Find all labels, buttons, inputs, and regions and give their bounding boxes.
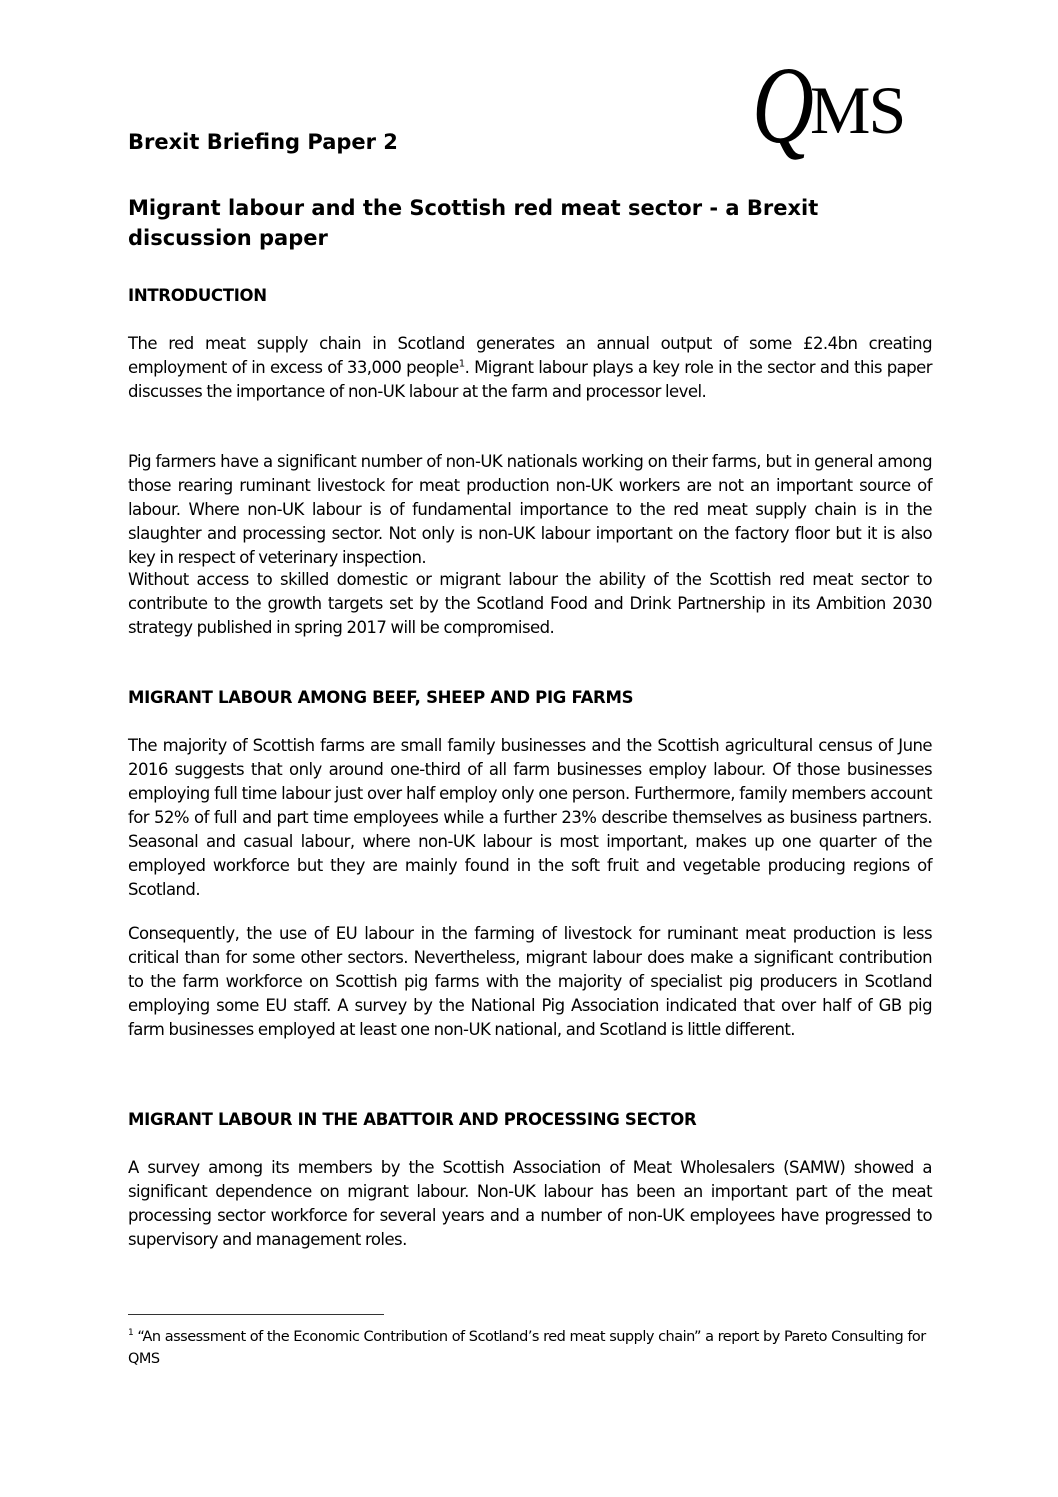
footnote-ref[interactable]: 1 xyxy=(458,358,465,370)
document-subtitle: Migrant labour and the Scottish red meat sector - a Brexit discussion paper xyxy=(128,196,819,250)
footnote-text: “An assessment of the Economic Contribution of Scotland’s red meat supply chain” a report by Pareto Consulting for QMS xyxy=(128,1329,926,1367)
footnote-marker: 1 xyxy=(128,1328,134,1339)
paragraph-text: The red meat supply chain in Scotland generates an annual output of some £2.4bn creating employment of in excess of 33,000 people xyxy=(128,334,932,377)
logo-q: Q xyxy=(752,44,814,166)
document-title: Brexit Briefing Paper 2 xyxy=(128,130,398,154)
paragraph: Without access to skilled domestic or migrant labour the ability of the Scottish red meat sector to contribute to the growth targets set by the Scotland Food and Drink Partnership in its Ambition 2030 strategy published in spring 2017 will be compromised. xyxy=(128,570,932,637)
footnote xyxy=(128,1326,932,1370)
logo-ms: MS xyxy=(810,72,905,148)
paragraph xyxy=(128,332,932,404)
paragraph: A survey among its members by the Scottish Association of Meat Wholesalers (SAMW) showed a significant dependence on migrant labour. Non-UK labour has been an important part of the meat processing sector workforce for several years and a number of non-UK employees have progressed to supervisory and management roles. xyxy=(128,1158,932,1249)
paragraph: The majority of Scottish farms are small family businesses and the Scottish agricultural census of June 2016 suggests that only around one-third of all farm businesses employ labour. Of those businesses employing full time labour just over half employ only one person. Furthermore, family members account for 52% of full and part time employees while a further 23% describe themselves as business partners. Seasonal and casual labour, where non-UK labour is most important, makes up one quarter of the employed workforce but they are mainly found in the soft fruit and vegetable producing regions of Scotland. xyxy=(128,736,932,899)
paragraph: Consequently, the use of EU labour in the farming of livestock for ruminant meat production is less critical than for some other sectors. Nevertheless, migrant labour does make a significant contribution to the farm workforce on Scottish pig farms with the majority of specialist pig producers in Scotland employing some EU staff. A survey by the National Pig Association indicated that over half of GB pig farm businesses employed at least one non-UK national, and Scotland is little different. xyxy=(128,924,932,1039)
section-heading-farms: MIGRANT LABOUR AMONG BEEF, SHEEP AND PIG FARMS xyxy=(128,688,634,707)
footnote-divider xyxy=(128,1314,384,1315)
paragraph: Pig farmers have a significant number of non-UK nationals working on their farms, but in general among those rearing ruminant livestock for meat production non-UK workers are not an important source of labour. Where non-UK labour is of fundamental importance to the red meat supply chain is in the slaughter and processing sector. Not only is non-UK labour important on the factory floor but it is also key in respect of veterinary inspection. xyxy=(128,452,932,567)
paragraph-text: . Migrant labour plays a key role in the sector and this paper discusses the importance of non-UK labour at the farm and processor level. xyxy=(128,358,932,401)
section-heading-abattoir: MIGRANT LABOUR IN THE ABATTOIR AND PROCESSING SECTOR xyxy=(128,1110,697,1129)
qms-logo xyxy=(752,44,942,166)
section-heading-introduction: INTRODUCTION xyxy=(128,286,267,305)
